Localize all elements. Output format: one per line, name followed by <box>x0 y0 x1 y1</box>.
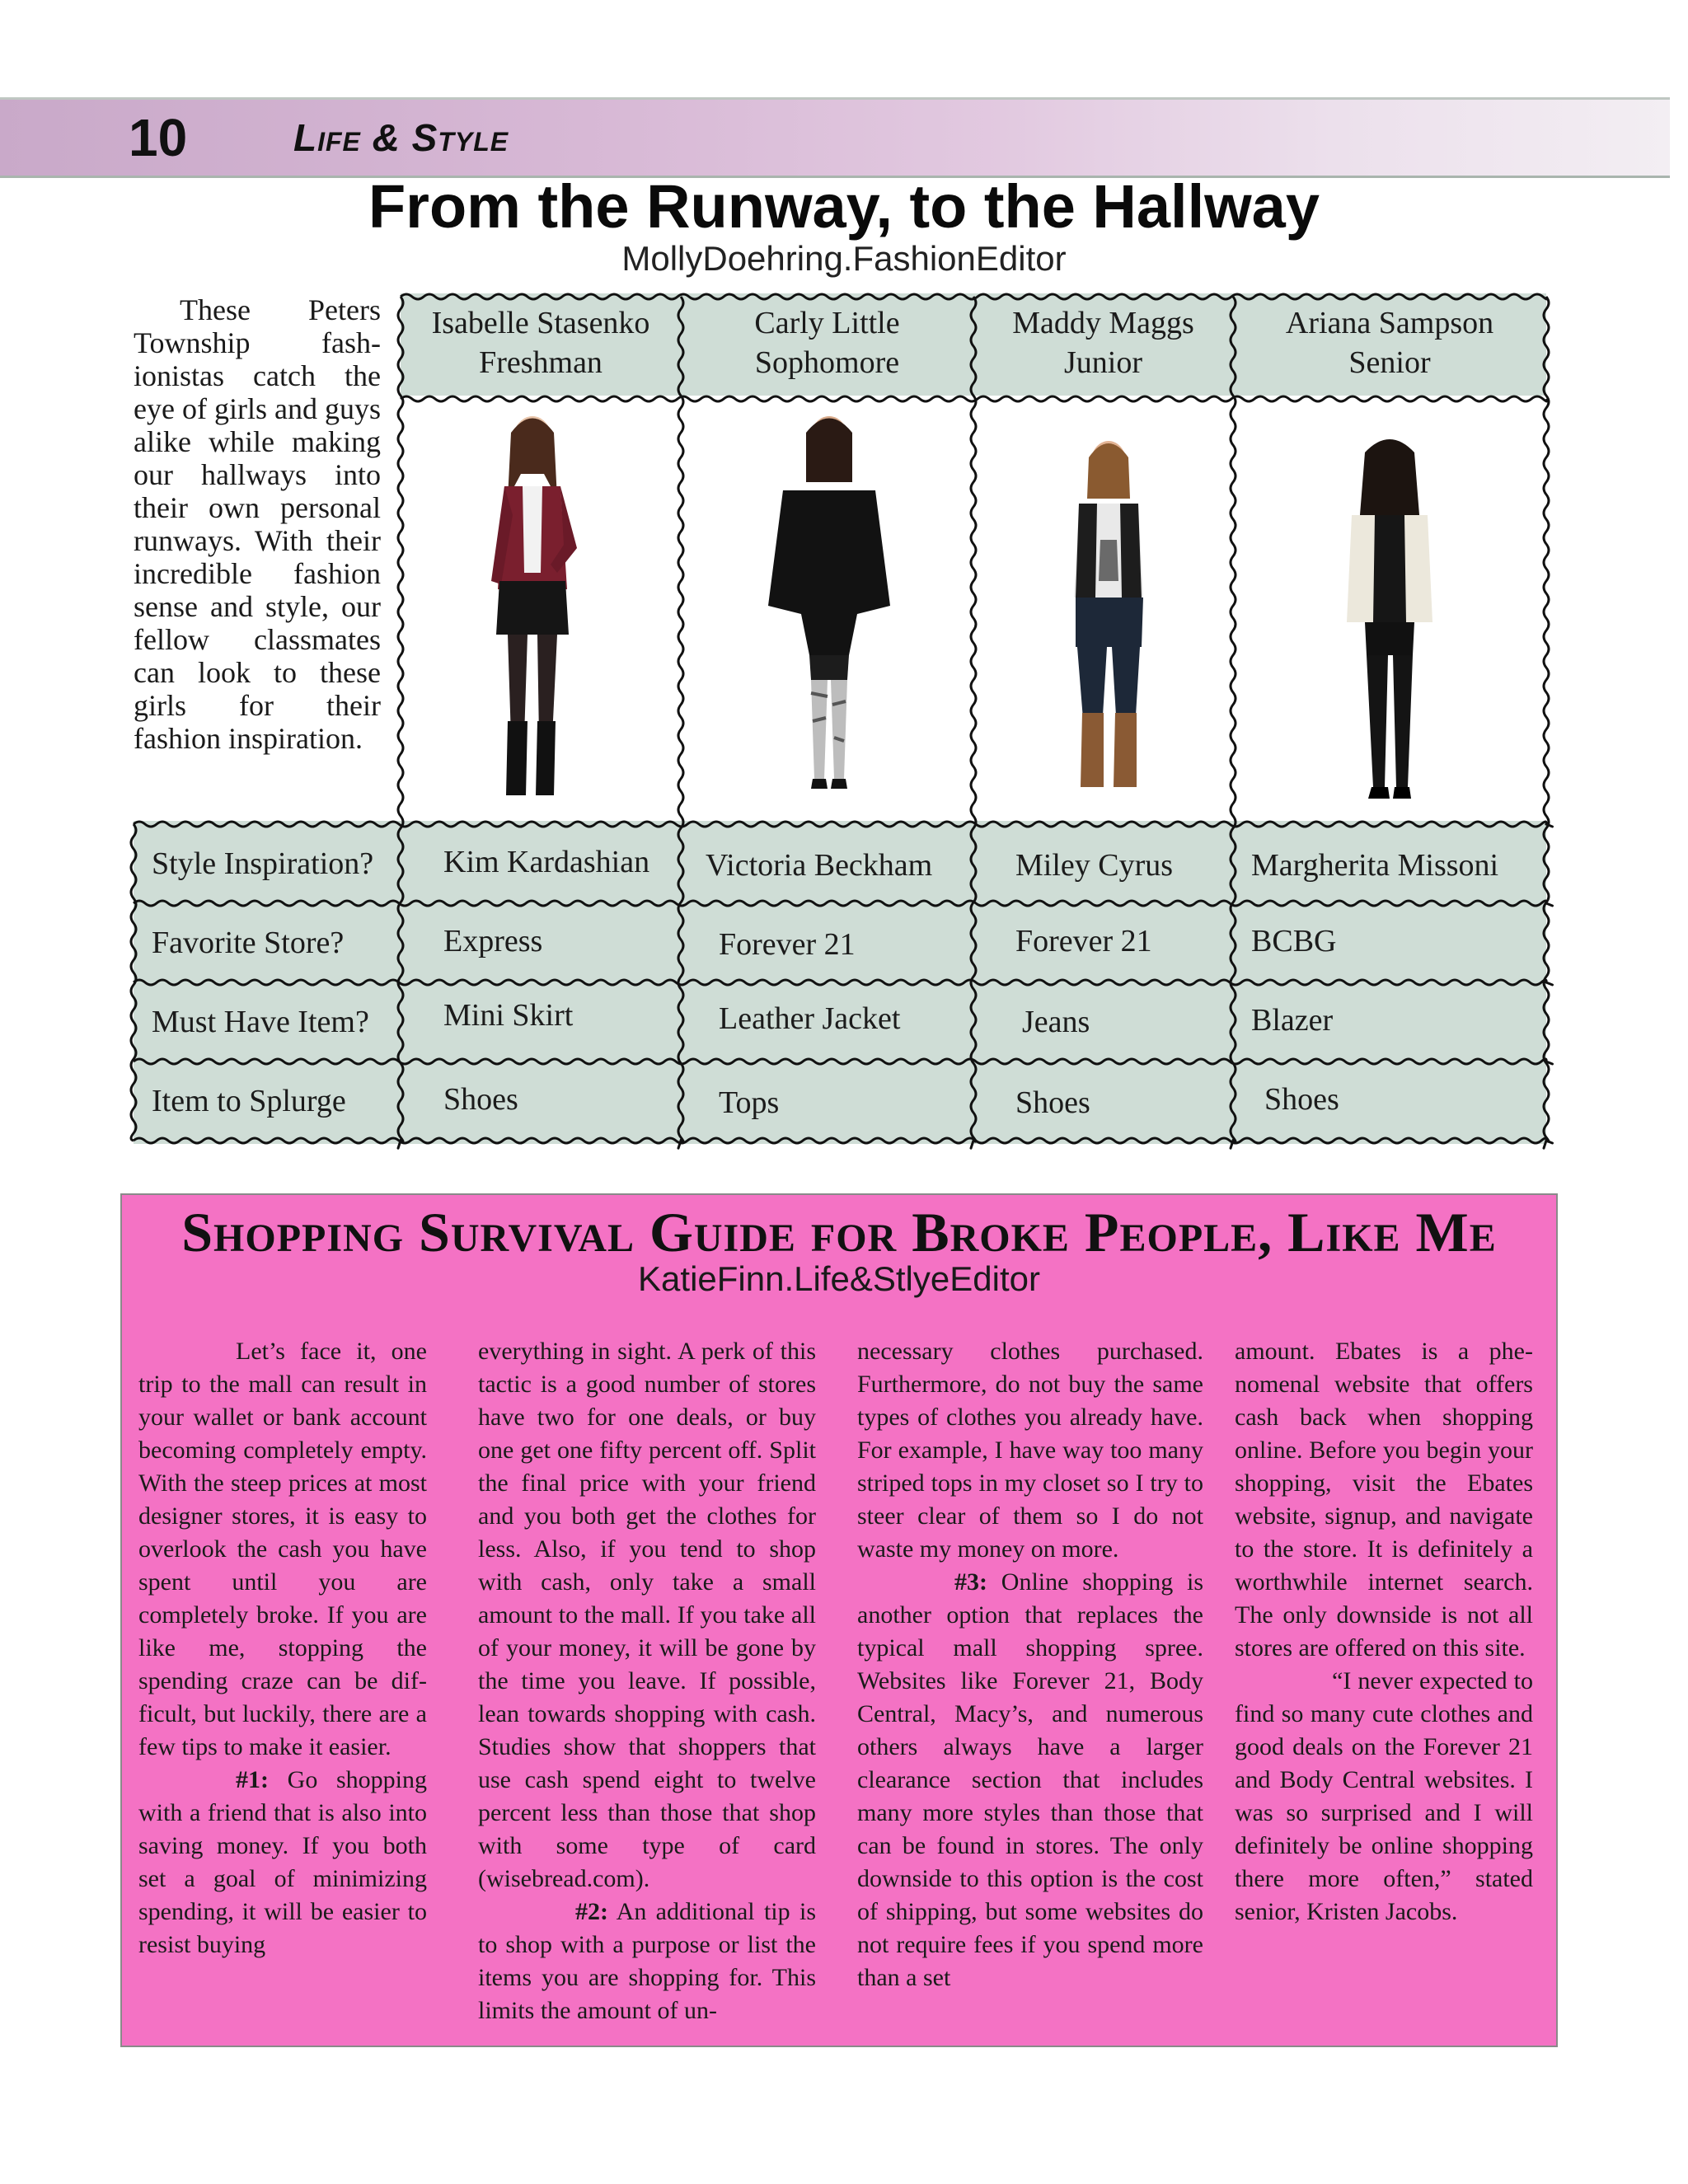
column-2-paragraph-2 <box>478 1896 816 2027</box>
person-4-name: Ariana Sampson <box>1285 306 1494 340</box>
person-2-grade: Sophomore <box>754 345 900 380</box>
answer-carly-inspiration: Victoria Beckham <box>706 848 933 883</box>
article1-intro: These Peters Township fashionistas catch the eye of girls and guys alike while making our hallways into their own personal runways. With their incredible fashion sense and style, our fellow classmates can look to these girls for their fashion inspiration. <box>134 293 381 755</box>
grid-line-row-3 <box>134 1059 1553 1064</box>
question-favorite-store: Favorite Store? <box>152 926 345 960</box>
column-3-paragraph-2 <box>857 1566 1203 1994</box>
answer-carly-splurge: Tops <box>719 1085 780 1120</box>
tip-1-text: Go shopping with a friend that is also into saving money. If you both set a goal of minimizing spending, it will be easier to resist buying <box>138 1766 427 1958</box>
answer-carly-must-have: Leather Jacket <box>719 1001 901 1036</box>
article2-column-3 <box>857 1335 1203 1994</box>
column-4-paragraph-2: “I never expected to find so many cute clothes and good deals on the Forever 21 and Body Central websites. I was so surprised and I will definitely be online shopping there more often,” stated senior, Kristen Jacobs. <box>1235 1667 1533 1925</box>
article1-byline: MollyDoehring.FashionEditor <box>621 239 1067 278</box>
answer-isabelle-splurge: Shoes <box>443 1082 518 1117</box>
tip-1-label: #1: <box>236 1766 269 1793</box>
question-must-have-item: Must Have Item? <box>152 1005 369 1039</box>
grid-line-row-1 <box>134 901 1553 906</box>
page-number: 10 <box>129 108 188 167</box>
section-label: Life & Style <box>293 116 509 159</box>
person-3-name: Maddy Maggs <box>1012 306 1194 340</box>
tip-3-label: #3: <box>954 1568 987 1596</box>
article2-column-2 <box>478 1335 816 2027</box>
column-3-paragraph-1: necessary clothes purchased. Furthermore, do not buy the same types of clothes you already have. For example, I have way too many striped tops in my closet so I try to steer clear of them so I do not waste my money on more. <box>857 1338 1203 1563</box>
person-1-name: Isabelle Stasenko <box>431 306 650 340</box>
answer-carly-store: Forever 21 <box>719 927 856 962</box>
tip-2-label: #2: <box>575 1898 608 1925</box>
answer-ariana-splurge: Shoes <box>1264 1082 1339 1117</box>
grid-line-col-4 <box>1231 297 1236 1148</box>
article2-title: Shopping Survival Guide for Broke People, Like Me <box>181 1201 1497 1263</box>
question-item-to-splurge: Item to Splurge <box>152 1084 346 1118</box>
answer-maddy-must-have: Jeans <box>1022 1005 1090 1039</box>
answer-ariana-must-have: Blazer <box>1251 1003 1334 1038</box>
answer-maddy-store: Forever 21 <box>1015 924 1152 958</box>
question-style-inspiration: Style Inspiration? <box>152 846 374 881</box>
answer-isabelle-must-have: Mini Skirt <box>443 998 574 1033</box>
answer-isabelle-store: Express <box>443 924 543 958</box>
grid-line-row-2 <box>134 980 1553 985</box>
answer-ariana-store: BCBG <box>1251 924 1337 958</box>
person-3-grade: Junior <box>1064 345 1142 380</box>
article2-column-1 <box>138 1335 427 1961</box>
person-4-grade: Senior <box>1348 345 1431 380</box>
column-2-paragraph-1: everything in sight. A perk of this tactic is a good number of stores have two for one deals, or buy one get one fifty percent off. Split the final price with your friend and you both get the clothes for less. Also, if you tend to shop with cash, only take a small amount to the mall. If you take all of your money, it will be gone by the time you leave. If possible, lean towards shopping with cash. Studies show that shoppers that use cash spend eight to twelve percent less than those that shop with some type of card (wisebread.com). <box>478 1338 816 1892</box>
grid-line-col-3 <box>971 297 976 1148</box>
grid-line-col-1 <box>398 297 403 1148</box>
article1-title: From the Runway, to the Hallway <box>368 172 1320 241</box>
column-4-paragraph-1: amount. Ebates is a phenomenal website that offers cash back when shopping online. Before you begin your shopping, visit the Ebates website, signup, and navigate to the store. It is definitely a worthwhile internet search. The only downside is not all stores are offered on this site. <box>1235 1338 1533 1661</box>
article2-column-4 <box>1235 1335 1533 1929</box>
answer-maddy-inspiration: Miley Cyrus <box>1015 848 1174 883</box>
tip-2-text: An additional tip is to shop with a purpose or list the items you are shopping for. This limits the amount of un- <box>478 1898 816 2024</box>
grid-line-answers-top <box>134 822 1553 827</box>
grid-line-col-5 <box>1544 297 1549 1148</box>
article2-byline: KatieFinn.Life&StlyeEditor <box>638 1259 1040 1298</box>
column-1-paragraph-1: Let’s face it, one trip to the mall can result in your wallet or bank account becoming completely empty. With the steep prices at most designer stores, it is easy to overlook the cash you have spent until you are completely broke. If you are like me, stopping the spending craze can be difficult, but luckily, there are a few tips to make it easier. <box>138 1338 427 1760</box>
column-1-paragraph-2 <box>138 1764 427 1961</box>
person-2-name: Carly Little <box>754 306 900 340</box>
tip-3-text: Online shopping is another option that replaces the typical mall shopping spree. Websites like Forever 21, Body Central, Macy’s, and numerous others always have a larger clearance section that includes many more styles than those that can be found in stores. The only downside to this option is the cost of shipping, but some websites do not require fees if you spend more than a set <box>857 1568 1203 1991</box>
person-1-grade: Freshman <box>479 345 603 380</box>
grid-line-col-2 <box>678 297 683 1148</box>
answer-isabelle-inspiration: Kim Kardashian <box>443 845 650 879</box>
answer-ariana-inspiration: Margherita Missoni <box>1251 848 1499 883</box>
grid-line-bottom <box>134 1138 1553 1143</box>
answer-maddy-splurge: Shoes <box>1015 1085 1090 1120</box>
